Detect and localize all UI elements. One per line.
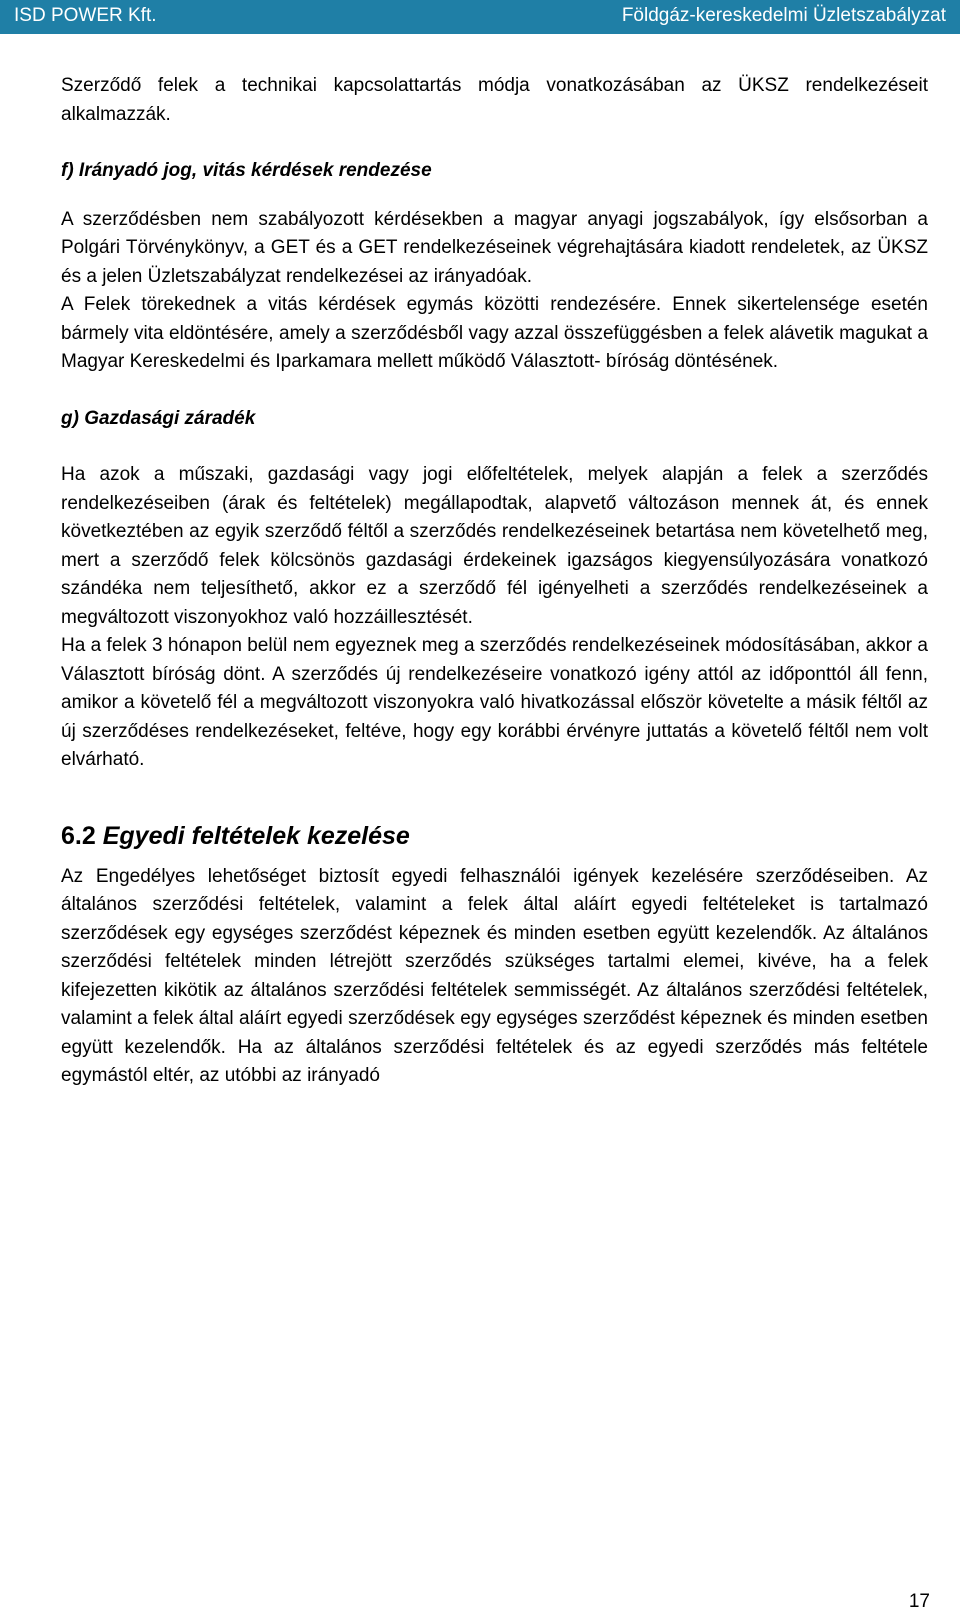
- page-header: [0, 0, 960, 34]
- section-title-text: Egyedi feltételek kezelése: [102, 821, 410, 850]
- section-g-heading: g) Gazdasági záradék: [61, 407, 256, 429]
- section-f-paragraph-2: A Felek törekednek a vitás kérdések egymás közötti rendezésére. Ennek sikertelensége esetén bármely vita eldöntésére, amely a szerződésből vagy azzal összefüggésben a felek alávetik magukat a Magyar Kereskedelmi és Iparkamara mellett működő Választott- bíróság döntésének.: [61, 294, 928, 372]
- section-6-2-title: [61, 819, 928, 853]
- section-number: 6.2: [61, 821, 96, 850]
- intro-paragraph: Szerződő felek a technikai kapcsolattartás módja vonatkozásában az ÜKSZ rendelkezéseit alkalmazzák.: [61, 75, 928, 125]
- section-f-paragraph-1: A szerződésben nem szabályozott kérdésekben a magyar anyagi jogszabályok, így elsősorban a Polgári Törvénykönyv, a GET és a GET rendelkezéseinek végrehajtására kiadott rendeletek, az ÜKSZ és a jelen Üzletszabályzat rendelkezései az irányadóak.: [61, 208, 928, 287]
- company-name: ISD POWER Kft.: [14, 5, 157, 26]
- document-body: [61, 72, 928, 1091]
- document-title: Földgáz-kereskedelmi Üzletszabályzat: [621, 5, 946, 26]
- page-number: 17: [908, 1591, 930, 1612]
- section-g-paragraph-2: Ha a felek 3 hónapon belül nem egyeznek meg a szerződés rendelkezéseinek módosításában, akkor a Választott bíróság dönt. A szerződés új rendelkezéseire vonatkozó igény attól az időponttól áll fenn, amikor a követelő fél a megváltozott viszonyokra való hivatkozással először követelte a másik féltől az új szerződéses rendelkezéseket, feltéve, hogy egy korábbi érvényre juttatás a követelő féltől nem volt elvárható.: [61, 635, 928, 770]
- section-f-heading: f) Irányadó jog, vitás kérdések rendezése: [61, 160, 432, 181]
- section-6-2-paragraph: Az Engedélyes lehetőséget biztosít egyedi felhasználói igények kezelésére szerződéseiben. Az általános szerződési feltételek, valamint a felek által aláírt egyedi feltételeket is tartalmazó szerződések egy egységes szerződést képeznek és minden esetben együtt kezelendők. Az általános szerződési feltételek minden létrejött szerződés szükséges tartalmi elemei, kivéve, ha a felek kifejezetten kikötik az általános szerződési feltételek semmisségét. Az általános szerződési feltételek, valamint a felek által aláírt egyedi szerződések egy egységes szerződést képeznek és minden esetben együtt kezelendők. Ha az általános szerződési feltételek és az egyedi szerződés más feltétele egymástól eltér, az utóbbi az irányadó: [61, 865, 928, 1086]
- section-g-paragraph-1: Ha azok a műszaki, gazdasági vagy jogi előfeltételek, melyek alapján a felek a szerződés rendelkezéseiben (árak és feltételek) megállapodtak, alapvető változáson mennek át, és ennek következtében az egyik szerződő féltől a szerződés rendelkezéseinek betartása nem követelhető meg, mert a szerződő felek kölcsönös gazdasági érdekeinek igazságos kiegyensúlyozására vonatkozó szándéka nem teljesíthető, akkor ez a szerződő fél igényelheti a szerződés rendelkezéseinek a megváltozott viszonyokhoz való hozzáillesztését.: [61, 464, 928, 628]
